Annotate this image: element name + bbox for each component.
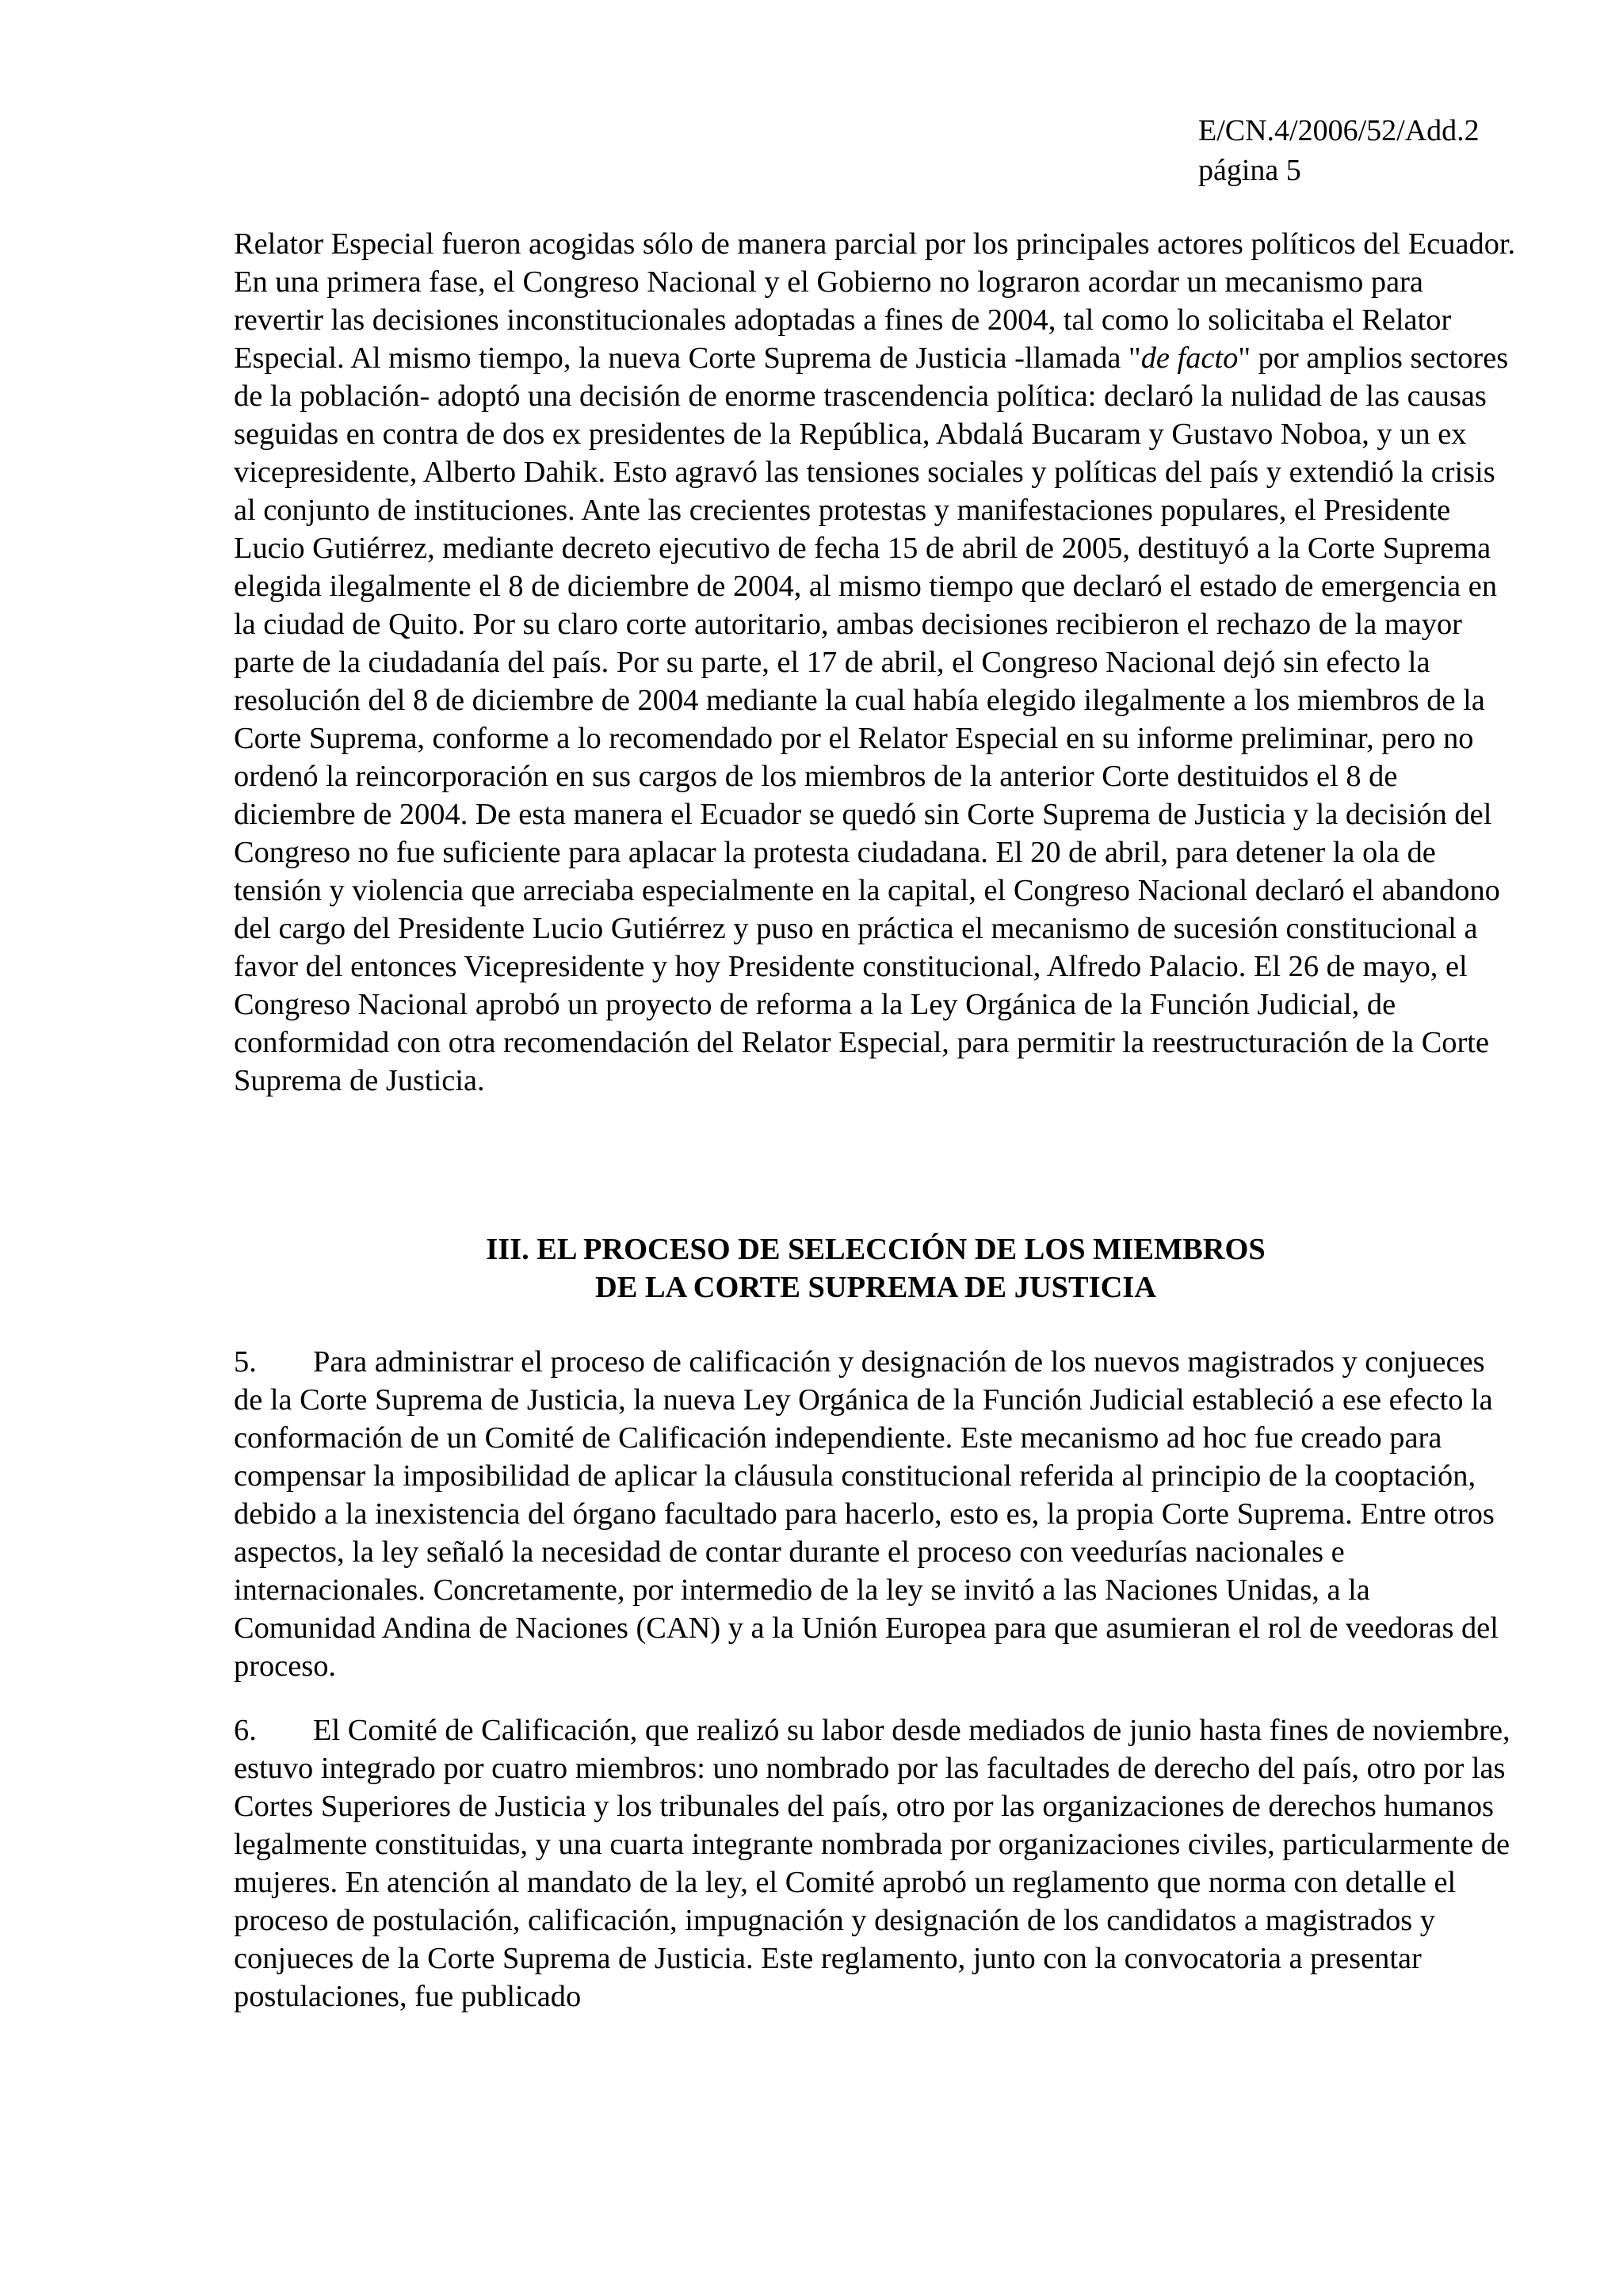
document-header [1198, 111, 1480, 190]
paragraph-text: El Comité de Calificación, que realizó su labor desde mediados de junio hasta fines de noviembre, estuvo integrado por cuatro miembros: uno nombrado por las facultades de derecho del país, otro por las Cortes Superiores de Justicia y los tribunales del país, otro por las organizaciones de derechos humanos legalmente constituidas, y una cuarta integrante nombrada por organizaciones civiles, particularmente de mujeres. En atención al mandato de la ley, el Comité aprobó un reglamento que norma con detalle el proceso de postulación, calificación, impugnación y designación de los candidatos a magistrados y conjueces de la Corte Suprema de Justicia. Este reglamento, junto con la convocatoria a presentar postulaciones, fue publicado [234, 1714, 1510, 2013]
section-heading-line-2: DE LA CORTE SUPREMA DE JUSTICIA [595, 1271, 1156, 1304]
intro-text-before: Relator Especial fueron acogidas sólo de manera parcial por los principales actores políticos del Ecuador. En una primera fase, el Congreso Nacional y el Gobierno no lograron acordar un mecanismo para revertir las decisiones inconstitucionales adoptadas a fines de 2004, tal como lo solicitaba el Relator Especial. Al mismo tiempo, la nueva Corte Suprema de Justicia -llamada " [234, 227, 1516, 375]
paragraph-5 [234, 1343, 1518, 1685]
paragraph-number: 6. [234, 1714, 257, 1747]
intro-paragraph [234, 225, 1518, 1100]
paragraph-6 [234, 1711, 1518, 2016]
section-heading [234, 1230, 1518, 1306]
paragraph-number: 5. [234, 1345, 257, 1379]
document-symbol: E/CN.4/2006/52/Add.2 [1198, 114, 1480, 147]
intro-text-after: " por amplios sectores de la población- adoptó una decisión de enorme trascendencia política: declaró la nulidad de las causas seguidas en contra de dos ex presidentes de la República, Abdalá Bucaram y Gustavo Noboa, y un ex vicepresidente, Alberto Dahik. Esto agravó las tensiones sociales y políticas del país y extendió la crisis al conjunto de instituciones. Ante las crecientes protestas y manifestaciones populares, el Presidente Lucio Gutiérrez, mediante decreto ejecutivo de fecha 15 de abril de 2005, destituyó a la Corte Suprema elegida ilegalmente el 8 de diciembre de 2004, al mismo tiempo que declaró el estado de emergencia en la ciudad de Quito. Por su claro corte autoritario, ambas decisiones recibieron el rechazo de la mayor parte de la ciudadanía del país. Por su parte, el 17 de abril, el Congreso Nacional dejó sin efecto la resolución del 8 de diciembre de 2004 mediante la cual había elegido ilegalmente a los miembros de la Corte Suprema, conforme a lo recomendado por el Relator Especial en su informe preliminar, pero no ordenó la reincorporación en sus cargos de los miembros de la anterior Corte destituidos el 8 de diciembre de 2004. De esta manera el Ecuador se quedó sin Corte Suprema de Justicia y la decisión del Congreso no fue suficiente para aplacar la protesta ciudadana. El 20 de abril, para detener la ola de tensión y violencia que arreciaba especialmente en la capital, el Congreso Nacional declaró el abandono del cargo del Presidente Lucio Gutiérrez y puso en práctica el mecanismo de sucesión constitucional a favor del entonces Vicepresidente y hoy Presidente constitucional, Alfredo Palacio. El 26 de mayo, el Congreso Nacional aprobó un proyecto de reforma a la Ley Orgánica de la Función Judicial, de conformidad con otra recomendación del Relator Especial, para permitir la reestructuración de la Corte Suprema de Justicia. [234, 341, 1509, 1097]
page-number: página 5 [1198, 154, 1301, 187]
section-heading-line-1: III. EL PROCESO DE SELECCIÓN DE LOS MIEMBROS [486, 1233, 1266, 1266]
paragraph-text: Para administrar el proceso de calificación y designación de los nuevos magistrados y conjueces de la Corte Suprema de Justicia, la nueva Ley Orgánica de la Función Judicial estableció a ese efecto la conformación de un Comité de Calificación independiente. Este mecanismo ad hoc fue creado para compensar la imposibilidad de aplicar la cláusula constitucional referida al principio de la cooptación, debido a la inexistencia del órgano facultado para hacerlo, esto es, la propia Corte Suprema. Entre otros aspectos, la ley señaló la necesidad de contar durante el proceso con veedurías nacionales e internacionales. Concretamente, por intermedio de la ley se invitó a las Naciones Unidas, a la Comunidad Andina de Naciones (CAN) y a la Unión Europea para que asumieran el rol de veedoras del proceso. [234, 1345, 1499, 1683]
intro-italic-term: de facto [1140, 341, 1239, 375]
